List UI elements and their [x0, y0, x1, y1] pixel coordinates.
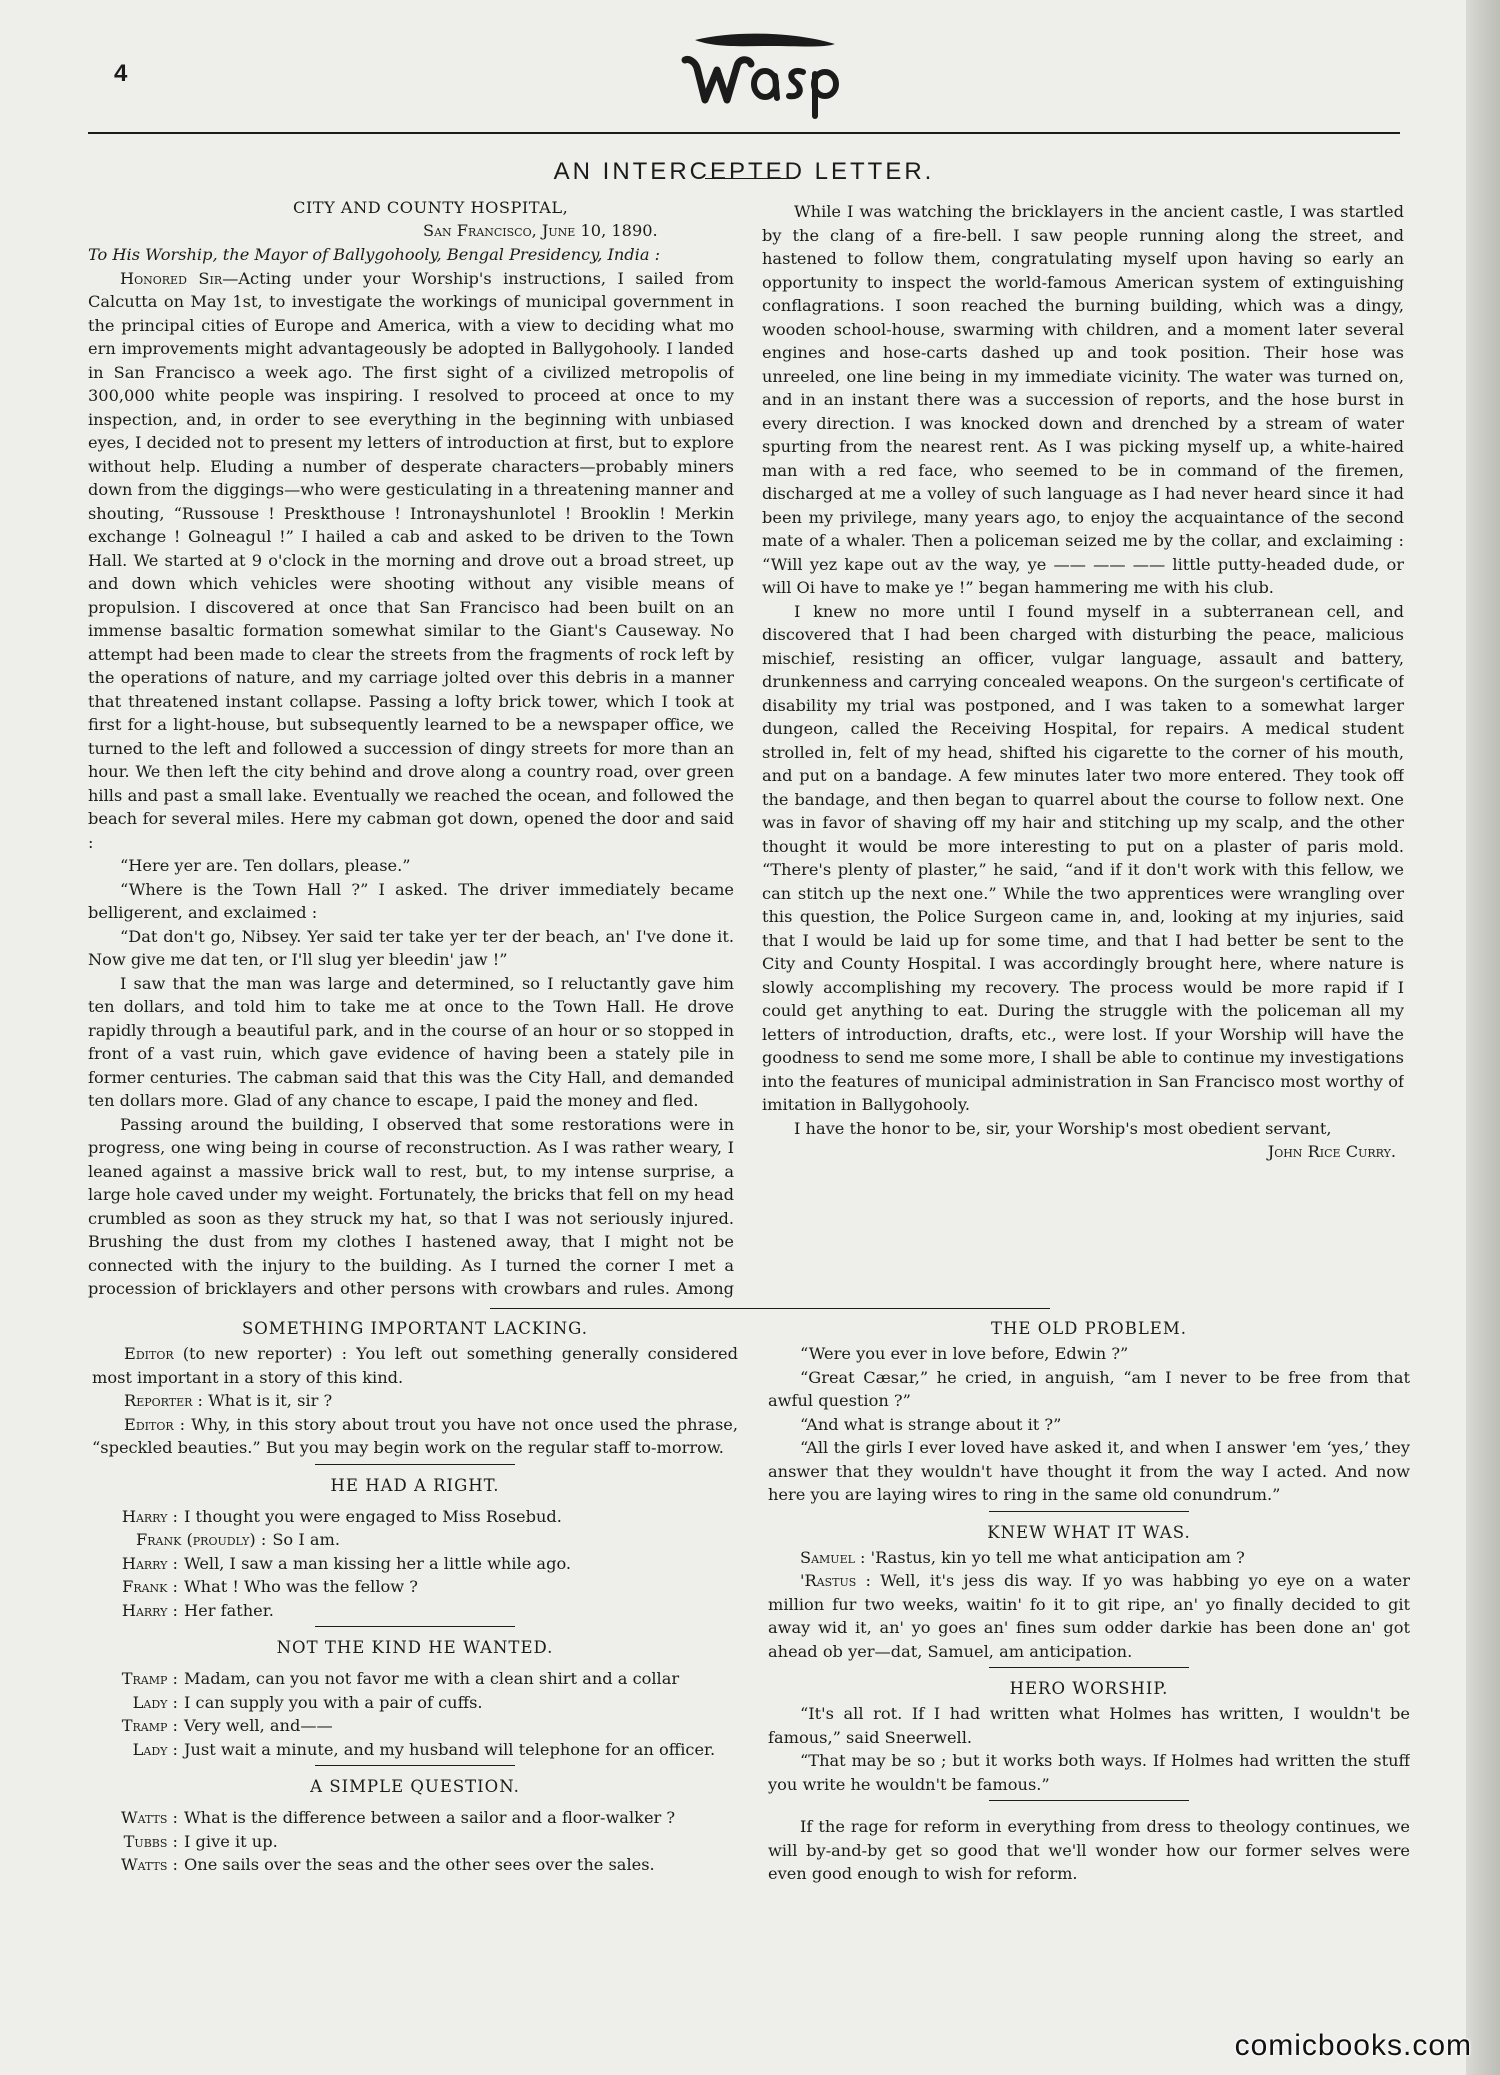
speaker: Watts :: [121, 1808, 178, 1827]
dialogue-line: [92, 1552, 738, 1576]
lower-right-column: [768, 1316, 1410, 1976]
piece-line: [92, 1413, 738, 1460]
letter-paragraph: I saw that the man was large and determined, so I reluctantly gave him ten dollars, and told him to take me at once to the Town Hall. He drove rapidly through a beautiful park, and in the course of an hour or so stopped in front of a vast ruin, which gave evidence of having been a stately pile in former centuries. The cabman said that this was the City Hall, and demanded ten dollars more. Glad of any chance to escape, I paid the money and fled.: [88, 973, 734, 1110]
speaker: Tubbs :: [123, 1831, 178, 1851]
piece-line: [768, 1546, 1410, 1570]
speaker: Harry :: [121, 1600, 178, 1620]
dialogue-line: [92, 1738, 738, 1762]
piece-line: “Great Cæsar,” he cried, in anguish, “am I never to be free from that awful question ?”: [768, 1367, 1410, 1410]
piece-title: HERO WORSHIP.: [1009, 1679, 1169, 1698]
piece-divider: [989, 1511, 1189, 1512]
letter-quote: “Here yer are. Ten dollars, please.”: [120, 856, 411, 875]
dialogue-line: [92, 1853, 738, 1877]
dialogue-line: [92, 1714, 738, 1738]
speech: Well, I saw a man kissing her a little while ago.: [184, 1553, 572, 1573]
piece-title: A SIMPLE QUESTION.: [310, 1777, 520, 1796]
letter-paragraph: While I was watching the bricklayers in the ancient castle, I was startled by the clang of a fire-bell. I saw people running along the street, and hastened to follow them, congratulating myself upon having so early an opportunity to inspect the world-famous American system of extinguishing conflagrations. I soon reached the burning building, which was a dingy, wooden school-house, swarming with children, and a moment later several engines and hose-carts dashed up and took position. Their hose was unreeled, one line being in my immediate vicinity. The water was turned on, and in an instant there was a succession of reports, and the hose burst in every direction. I was knocked down and drenched by a stream of water spurting from the nearest rent. As I was picking myself up, a white-haired man with a red face, who seemed to be in command of the firemen, discharged at me a volley of such language as I had never heard since it had been my privilege, many years ago, to enjoy the acquaintance of the second mate of a whaler. Then a policeman seized me by the collar, and exclaiming : “Will yez kape out av the way, ye —— —— —— little putty-headed dude, or will Oi have to make ye !” began hammering me with his club.: [762, 202, 1404, 597]
letter-signature: John Rice Curry.: [1267, 1142, 1396, 1161]
salutation: Honored Sir: [120, 268, 223, 288]
letter-quote: “Dat don't go, Nibsey. Yer said ter take yer ter der beach, an' I've done it. Now give me dat ten, or I'll slug yer bleedin' jaw !”: [88, 926, 734, 969]
speech: (to new reporter) : You left out something generally considered most important in a story of this kind.: [92, 1344, 738, 1387]
dialogue-line: [92, 1691, 738, 1715]
dialogue-line: [92, 1830, 738, 1854]
wasp-masthead-logo: [675, 28, 845, 123]
piece-divider: [315, 1765, 515, 1766]
speech: Her father.: [184, 1600, 274, 1620]
dialogue: [92, 1667, 738, 1761]
piece-divider: [315, 1626, 515, 1627]
dialogue: [92, 1806, 738, 1877]
speech: Just wait a minute, and my husband will telephone for an officer.: [184, 1739, 716, 1759]
letter-column-left: [88, 196, 734, 1298]
title-underline: [705, 178, 795, 179]
piece-line: “And what is strange about it ?”: [800, 1414, 1062, 1434]
letter-paragraph: [88, 267, 734, 855]
speech: What ! Who was the fellow ?: [184, 1577, 418, 1596]
page-edge-shadow: [1466, 0, 1500, 2075]
speech: What is the difference between a sailor and a floor-walker ?: [184, 1808, 676, 1827]
speaker: Lady :: [132, 1739, 178, 1759]
piece-title: NOT THE KIND HE WANTED.: [276, 1638, 554, 1657]
speaker: Reporter: [124, 1391, 193, 1410]
piece-title: KNEW WHAT IT WAS.: [987, 1522, 1191, 1542]
piece-title: SOMETHING IMPORTANT LACKING.: [241, 1319, 589, 1338]
dialogue: [92, 1505, 738, 1623]
speech: Very well, and——: [184, 1716, 333, 1735]
article-title: AN INTERCEPTED LETTER.: [553, 158, 935, 186]
dateline-hospital: CITY AND COUNTY HOSPITAL,: [293, 198, 569, 217]
letter-paragraph: I knew no more until I found myself in a subterranean cell, and discovered that I had been charged with disturbing the peace, malicious mischief, resisting an officer, vulgar language, assault and battery, drunkenness and carrying concealed weapons. On the surgeon's certificate of disability my trial was postponed, and I was taken to a somewhat larger dungeon, called the Receiving Hospital, for repairs. A medical student strolled in, felt of my head, shifted his cigarette to the corner of his mouth, and put on a bandage. A few minutes later two more entered. They took off the bandage, and then began to quarrel about the course to follow next. One was in favor of shaving off my hair and stitching up my scalp, and the other thought it would be more interesting to put on a plaster of paris mold. “There's plenty of plaster,” he said, “and if it don't work with this fellow, we can stitch up the next one.” While the two apprentices were wrangling over this question, the Police Surgeon came in, and, looking at my injuries, said that I would be laid up for some time, and that I had better be sent to the City and County Hospital. I was accordingly brought here, where nature is slowly accomplishing my recovery. The process would be more rapid if I could get anything to eat. During the struggle with the policeman all my letters of introduction, drafts, etc., were lost. If your Worship will have the goodness to send me some more, I shall be able to continue my investigations into the features of municipal administration in San Francisco most worthy of imitation in Ballygohooly.: [762, 601, 1404, 1114]
closing-paragraph: If the rage for reform in everything from dress to theology continues, we will by-and-by get so good that we'll wonder how our former selves were even good enough to wish for reform.: [768, 1817, 1410, 1883]
piece-line: “It's all rot. If I had written what Holmes has written, I wouldn't be famous,” said Sneerwell.: [768, 1704, 1410, 1747]
piece-line: “All the girls I ever loved have asked it, and when I answer 'em ‘yes,’ they answer that they wouldn't have thought it from the way I acted. And now here you are laying wires to ring in the same old conundrum.”: [768, 1438, 1410, 1504]
speaker: Editor: [124, 1414, 174, 1434]
speaker: Samuel: [800, 1547, 855, 1567]
speaker: 'Rastus: [800, 1571, 857, 1590]
lower-left-column: [92, 1316, 738, 1976]
speech: : Well, it's jess dis way. If yo was habbing yo eye on a water million fur two weeks, waitin' fo it to git ripe, an' yo finally decided to git away wid it, an' yo goes an' fines sum odder darkie has been done an' got ahead ob yer—dat, Samuel, am anticipation.: [768, 1571, 1410, 1661]
speaker: Frank (proudly) :: [136, 1530, 267, 1549]
piece-line: “That may be so ; but it works both ways. If Holmes had written the stuff you write he wouldn't be famous.”: [768, 1751, 1410, 1794]
page-number: 4: [114, 60, 128, 87]
speech: So I am.: [272, 1530, 341, 1549]
speech: One sails over the seas and the other sees over the sales.: [184, 1855, 655, 1874]
piece-line: [768, 1569, 1410, 1663]
speech: I give it up.: [184, 1831, 278, 1851]
piece-divider: [989, 1667, 1189, 1668]
dialogue-line: [92, 1575, 738, 1599]
piece-title: THE OLD PROBLEM.: [991, 1319, 1187, 1338]
speaker: Watts :: [121, 1855, 178, 1874]
dialogue-line: [92, 1528, 738, 1552]
piece-line: [92, 1342, 738, 1389]
speaker: Editor: [124, 1344, 174, 1363]
letter-column-right: [762, 200, 1404, 1300]
paragraph-text: —Acting under your Worship's instructions, I sailed from Calcutta on May 1st, to investigate the workings of municipal government in the principal cities of Europe and America, with a view to deciding what mo ern improvements might advantageously be adopted in Ballygohooly. I landed in San Francisco a week ago. The first sight of a civilized metropolis of 300,000 white people was inspiring. I resolved to proceed at once to my inspection, and, in order to see everything in the beginning with unbiased eyes, I decided not to present my letters of introduction at first, but to explore without help. Eluding a number of desperate characters—probably miners down from the diggings—who were gesticulating in a threatening manner and shouting, “Russouse ! Preskthouse ! Intronayshunlotel ! Brooklin ! Merkin exchange ! Golneagul !” I hailed a cab and asked to be driven to the Town Hall. We started at 9 o'clock in the morning and drove out a broad street, up and down which vehicles were shooting without any visible means of propulsion. I discovered at once that San Francisco had been built on an immense basaltic formation somewhat similar to the Giant's Causeway. No attempt had been made to clear the streets from the fragments of rock left by the operations of nature, and my carriage jolted over this debris in a manner that threatened instant collapse. Passing a lofty brick tower, which I took at first for a light-house, but subsequently learned to be a newspaper office, we turned to the left and followed a succession of dingy streets for more than an hour. We then left the city behind and drove along a country road, over green hills and past a small lake. Eventually we reached the ocean, and followed the beach for several miles. Here my cabman got down, opened the door and said :: [88, 268, 734, 852]
piece-title: HE HAD A RIGHT.: [330, 1475, 500, 1495]
piece-line: “Were you ever in love before, Edwin ?”: [800, 1344, 1129, 1363]
dialogue-line: [92, 1667, 738, 1691]
dateline: [88, 196, 734, 243]
speaker: Frank :: [122, 1577, 178, 1596]
dialogue-line: [92, 1599, 738, 1623]
speech: I thought you were engaged to Miss Rosebud.: [184, 1506, 562, 1526]
site-watermark: comicbooks.com: [1234, 2029, 1472, 2062]
letter-address: To His Worship, the Mayor of Ballygohooly, Bengal Presidency, India :: [88, 245, 661, 264]
speaker: Harry :: [121, 1553, 178, 1573]
speech: I can supply you with a pair of cuffs.: [184, 1692, 483, 1712]
speech: : Why, in this story about trout you have not once used the phrase, “speckled beauties.” But you may begin work on the regular staff to-morrow.: [92, 1414, 738, 1457]
piece-line: [92, 1389, 738, 1413]
speech: Madam, can you not favor me with a clean shirt and a collar: [184, 1669, 680, 1688]
piece-divider: [315, 1464, 515, 1465]
letter-closing: I have the honor to be, sir, your Worship's most obedient servant,: [794, 1118, 1332, 1138]
header-rule: [88, 132, 1400, 134]
speaker: Tramp :: [121, 1669, 178, 1688]
speech: : 'Rastus, kin yo tell me what anticipation am ?: [854, 1547, 1245, 1567]
dateline-date: San Francisco, June 10, 1890.: [423, 221, 658, 240]
dialogue-line: [92, 1806, 738, 1830]
speech: : What is it, sir ?: [192, 1391, 333, 1410]
speaker: Tramp :: [121, 1716, 178, 1735]
section-divider: [490, 1308, 1050, 1309]
speaker: Lady :: [132, 1692, 178, 1712]
speaker: Harry :: [121, 1506, 178, 1526]
dialogue-line: [92, 1505, 738, 1529]
letter-paragraph: Passing around the building, I observed that some restorations were in progress, one wing being in course of reconstruction. As I was rather weary, I leaned against a massive brick wall to rest, but, to my intense surprise, a large hole caved under my weight. Fortunately, the bricks that fell on my head crumbled as soon as they struck my hat, so that I was not seriously injured. Brushing the dust from my clothes I hastened away, that I might not be connected with the injury to the building. As I turned the corner I met a procession of bricklayers and other persons with crowbars and rules. Among: [88, 1114, 734, 1298]
letter-quote: “Where is the Town Hall ?” I asked. The driver immediately became belligerent, and exclaimed :: [88, 879, 734, 922]
piece-divider: [989, 1800, 1189, 1801]
